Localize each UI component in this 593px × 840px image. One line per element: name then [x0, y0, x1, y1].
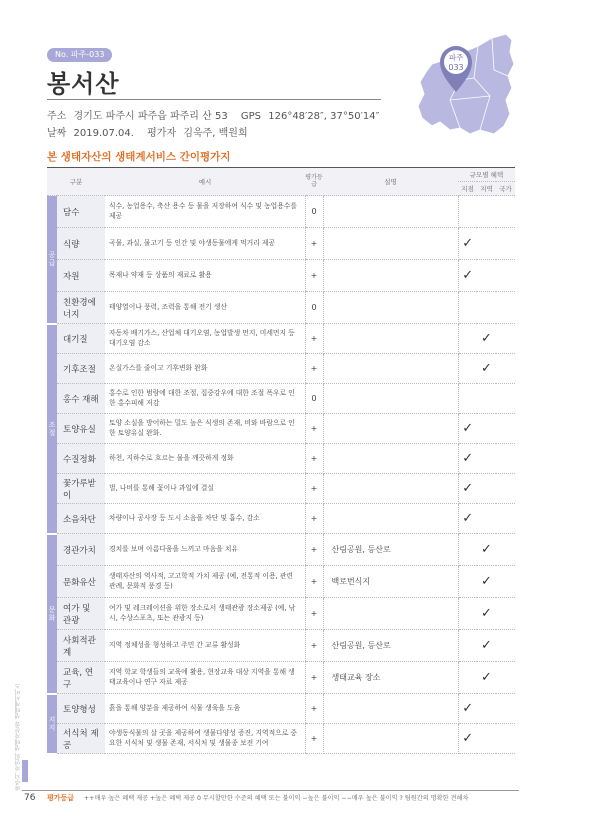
rating-cell: +: [305, 598, 323, 630]
description-cell: [323, 228, 458, 260]
local-benefit-cell: [458, 662, 477, 694]
service-cell: 자원: [57, 260, 105, 292]
national-benefit-cell: [496, 566, 515, 598]
example-cell: 온실가스를 줄이고 기후변화 완화: [105, 354, 305, 384]
regional-benefit-cell: [477, 384, 496, 414]
local-benefit-cell: ✓: [458, 444, 477, 474]
example-cell: 차량이나 공사장 등 도시 소음을 차단 및 흡수, 감소: [105, 504, 305, 534]
local-benefit-cell: [458, 630, 477, 662]
address-value: 경기도 파주시 파주읍 파주리 산 53: [73, 111, 228, 122]
description-cell: [323, 292, 458, 324]
local-benefit-cell: [458, 566, 477, 598]
national-benefit-cell: [496, 504, 515, 534]
service-cell: 토양유실: [57, 414, 105, 444]
table-row: [47, 354, 515, 384]
local-benefit-cell: [458, 534, 477, 566]
national-benefit-cell: [496, 354, 515, 384]
header-regional: 지역: [477, 182, 496, 196]
site-number-badge: No. 파주-033: [47, 48, 112, 62]
service-cell: 수질정화: [57, 444, 105, 474]
example-cell: 토양 소실을 방어하는 밀도 높은 식생의 존재, 비와 바람으로 인한 토양유실 완화.: [105, 414, 305, 444]
category-cell: [47, 694, 57, 754]
national-benefit-cell: [496, 598, 515, 630]
regional-benefit-cell: ✓: [477, 354, 496, 384]
header-national: 국가: [496, 182, 515, 196]
example-cell: 하천, 지하수로 흐르는 물을 깨끗하게 정화: [105, 444, 305, 474]
date-label: 날짜: [47, 128, 67, 139]
national-benefit-cell: [496, 724, 515, 754]
national-benefit-cell: [496, 474, 515, 504]
category-label: 조절: [48, 420, 56, 437]
description-cell: 생태교육 장소: [323, 662, 458, 694]
description-cell: [323, 260, 458, 292]
example-cell: 경치를 보며 아름다움을 느끼고 마음을 치유: [105, 534, 305, 566]
local-benefit-cell: [458, 598, 477, 630]
local-benefit-cell: [458, 384, 477, 414]
local-benefit-cell: ✓: [458, 474, 477, 504]
pin-label-1: 파주: [448, 53, 464, 62]
description-cell: [323, 196, 458, 228]
side-running-title: 파주시 자연의 생태자산과 생태계서비스: [15, 683, 22, 791]
category-cell: [47, 534, 57, 694]
date-value: 2019.07.04.: [73, 128, 134, 139]
service-cell: 경관가치: [57, 534, 105, 566]
gps-label: GPS: [240, 111, 262, 122]
regional-benefit-cell: ✓: [477, 324, 496, 354]
category-label: 공급: [48, 251, 56, 268]
table-row: [47, 260, 515, 292]
category-label: 지지: [48, 715, 56, 732]
local-benefit-cell: ✓: [458, 504, 477, 534]
table-row: [47, 228, 515, 260]
table-row: [47, 534, 515, 566]
rating-cell: +: [305, 228, 323, 260]
rating-cell: +: [305, 474, 323, 504]
national-benefit-cell: [496, 630, 515, 662]
side-accent-bar: [22, 760, 28, 782]
header-description: 설명: [323, 168, 458, 196]
national-benefit-cell: [496, 292, 515, 324]
example-cell: 벌, 나비를 통해 꽃이나 과일에 결실: [105, 474, 305, 504]
national-benefit-cell: [496, 444, 515, 474]
description-cell: [323, 474, 458, 504]
national-benefit-cell: [496, 384, 515, 414]
footer-divider: [22, 790, 519, 791]
page-number: 76: [24, 793, 36, 803]
service-cell: 사회적관계: [57, 630, 105, 662]
national-benefit-cell: [496, 228, 515, 260]
example-cell: 곡물, 과실, 물고기 등 인간 및 야생동물에게 먹거리 제공: [105, 228, 305, 260]
example-cell: 목재나 약재 등 상품의 재료로 활용: [105, 260, 305, 292]
address-line: [47, 107, 383, 122]
example-cell: 홍수로 인한 범람에 대한 조절, 집중강우에 대한 조절 폭우로 인한 홍수피해 저감: [105, 384, 305, 414]
title-divider: [47, 99, 381, 100]
table-row: [47, 444, 515, 474]
table-row: [47, 384, 515, 414]
category-cell: [47, 196, 57, 324]
table-row: [47, 324, 515, 354]
rating-cell: +: [305, 566, 323, 598]
rating-cell: 0: [305, 292, 323, 324]
header-example: 예시: [105, 168, 305, 196]
description-cell: [323, 354, 458, 384]
description-cell: [323, 694, 458, 724]
service-cell: 기후조절: [57, 354, 105, 384]
rating-cell: +: [305, 630, 323, 662]
region-shape: [418, 34, 514, 134]
regional-benefit-cell: [477, 444, 496, 474]
national-benefit-cell: [496, 324, 515, 354]
regional-benefit-cell: [477, 196, 496, 228]
local-benefit-cell: [458, 196, 477, 228]
table-row: [47, 414, 515, 444]
regional-benefit-cell: [477, 474, 496, 504]
category-label: 문화: [48, 605, 56, 622]
table-row: [47, 694, 515, 724]
table-row: [47, 292, 515, 324]
table-row: [47, 504, 515, 534]
rating-cell: +: [305, 324, 323, 354]
service-cell: 소음차단: [57, 504, 105, 534]
header-category: 구분: [47, 168, 105, 196]
local-benefit-cell: ✓: [458, 724, 477, 754]
description-cell: [323, 324, 458, 354]
description-cell: [323, 444, 458, 474]
legend-text: ++매우 높은 혜택 제공 +높은 혜택 제공 0 무시할만한 수준의 혜택 또는 불이익 −높은 불이익 −−매우 높은 불이익 ? 팀원간의 명확한 견해차: [84, 795, 469, 802]
rating-cell: +: [305, 662, 323, 694]
pin-label-2: 033: [448, 63, 464, 72]
national-benefit-cell: [496, 662, 515, 694]
description-cell: 백로번식지: [323, 566, 458, 598]
rating-cell: 0: [305, 384, 323, 414]
national-benefit-cell: [496, 196, 515, 228]
gps-value: 126°48′28″, 37°50′14″: [268, 111, 380, 122]
header-rating: 평가등급: [305, 168, 323, 196]
legend-label: 평가등급: [47, 794, 75, 802]
example-cell: 흙을 통해 양분을 제공하여 식물 생육을 도움: [105, 694, 305, 724]
description-cell: 산림공원, 등산로: [323, 630, 458, 662]
service-cell: 홍수 재해: [57, 384, 105, 414]
rater-value: 김욱주, 백원희: [183, 128, 248, 139]
example-cell: 야생동식물의 살 곳을 제공하여 생물다양성 증진, 지역적으로 중요한 서식처 및 생물 존재, 서식처 및 생물종 보전 기여: [105, 724, 305, 754]
category-cell: [47, 324, 57, 534]
header-benefit: 규모별 혜택: [458, 168, 515, 182]
regional-benefit-cell: [477, 694, 496, 724]
regional-benefit-cell: [477, 504, 496, 534]
service-cell: 토양형성: [57, 694, 105, 724]
service-cell: 식량: [57, 228, 105, 260]
regional-benefit-cell: [477, 228, 496, 260]
rating-cell: +: [305, 260, 323, 292]
service-cell: 담수: [57, 196, 105, 228]
table-row: [47, 724, 515, 754]
rating-cell: +: [305, 534, 323, 566]
local-benefit-cell: ✓: [458, 228, 477, 260]
rater-label: 평가자: [147, 128, 177, 139]
example-cell: 여가 및 레크레이션을 위한 장소로서 생태관광 장소제공 (예, 낚시, 수상스포츠, 또는 관광지 등): [105, 598, 305, 630]
description-cell: [323, 504, 458, 534]
date-line: [47, 124, 252, 139]
local-benefit-cell: [458, 324, 477, 354]
header-local: 지점: [458, 182, 477, 196]
rating-cell: +: [305, 414, 323, 444]
example-cell: 자동차 배기가스, 산업체 대기오염, 농업발생 먼지, 미세먼지 등 대기오염 감소: [105, 324, 305, 354]
regional-benefit-cell: ✓: [477, 630, 496, 662]
location-map: [410, 30, 520, 140]
table-row: [47, 662, 515, 694]
example-cell: 지역 학교 학생들의 교육에 활용, 현장교육 대상 지역을 통해 생태교육이나 연구 자료 제공: [105, 662, 305, 694]
rating-cell: +: [305, 354, 323, 384]
service-cell: 여가 및 관광: [57, 598, 105, 630]
regional-benefit-cell: [477, 260, 496, 292]
national-benefit-cell: [496, 260, 515, 292]
example-cell: 식수, 농업용수, 축산 용수 등 물을 저장하여 식수 및 농업용수를 제공: [105, 196, 305, 228]
service-cell: 꽃가루받이: [57, 474, 105, 504]
service-cell: 대기질: [57, 324, 105, 354]
national-benefit-cell: [496, 534, 515, 566]
regional-benefit-cell: [477, 414, 496, 444]
service-cell: 서식처 제공: [57, 724, 105, 754]
description-cell: [323, 598, 458, 630]
rating-cell: 0: [305, 196, 323, 228]
local-benefit-cell: [458, 354, 477, 384]
rating-cell: +: [305, 444, 323, 474]
rating-cell: +: [305, 724, 323, 754]
local-benefit-cell: ✓: [458, 260, 477, 292]
table-row: [47, 598, 515, 630]
local-benefit-cell: ✓: [458, 414, 477, 444]
description-cell: 산림공원, 등산로: [323, 534, 458, 566]
example-cell: 태양열이나 풍력, 조력을 통해 전기 생산: [105, 292, 305, 324]
page-title: 봉서산: [47, 70, 120, 98]
table-row: [47, 196, 515, 228]
ecosystem-service-table: [47, 168, 515, 755]
rating-cell: +: [305, 694, 323, 724]
regional-benefit-cell: ✓: [477, 566, 496, 598]
example-cell: 지역 정체성을 형성하고 주민 간 교류 활성화: [105, 630, 305, 662]
local-benefit-cell: [458, 292, 477, 324]
national-benefit-cell: [496, 414, 515, 444]
rating-cell: +: [305, 504, 323, 534]
local-benefit-cell: ✓: [458, 694, 477, 724]
table-row: [47, 630, 515, 662]
service-cell: 교육, 연구: [57, 662, 105, 694]
national-benefit-cell: [496, 694, 515, 724]
description-cell: [323, 384, 458, 414]
example-cell: 생태자산의 역사적, 고고학적 가치 제공 (예, 전통적 이용, 관련 관례, 문화적 풍경 등): [105, 566, 305, 598]
rating-legend: [47, 793, 469, 803]
regional-benefit-cell: [477, 724, 496, 754]
service-cell: 친환경에너지: [57, 292, 105, 324]
regional-benefit-cell: ✓: [477, 598, 496, 630]
address-label: 주소: [47, 111, 67, 122]
section-title: 본 생태자산의 생태계서비스 간이평가지: [47, 151, 231, 163]
description-cell: [323, 724, 458, 754]
service-cell: 문화유산: [57, 566, 105, 598]
description-cell: [323, 414, 458, 444]
regional-benefit-cell: ✓: [477, 534, 496, 566]
table-row: [47, 566, 515, 598]
regional-benefit-cell: ✓: [477, 662, 496, 694]
regional-benefit-cell: [477, 292, 496, 324]
table-row: [47, 474, 515, 504]
